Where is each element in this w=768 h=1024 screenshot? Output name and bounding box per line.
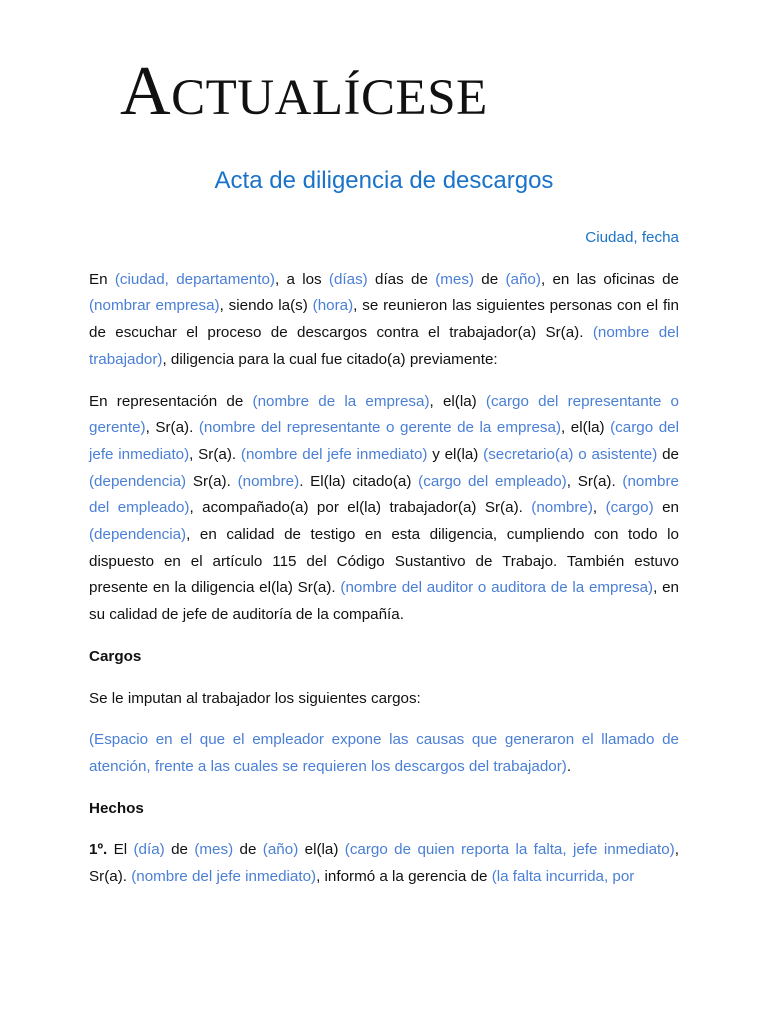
text-run: El — [107, 841, 134, 859]
text-run: , el(la) — [429, 392, 486, 410]
placeholder-field: (nombre del trabajador) — [89, 324, 680, 368]
placeholder-field: (hora) — [312, 297, 354, 315]
text-run: 1º. — [89, 841, 108, 859]
placeholder-field: (dependencia) — [89, 526, 187, 544]
paragraph-cargos-space — [89, 727, 679, 780]
text-run: . — [566, 757, 572, 775]
placeholder-field: (nombre) — [531, 499, 593, 517]
heading-hechos: Hechos — [89, 799, 144, 817]
placeholder-field: (cargo del jefe inmediato) — [89, 419, 679, 463]
text-run: , diligencia para la cual fue citado(a) previamente: — [162, 350, 498, 368]
logo-initial: A — [120, 53, 172, 130]
text-run: , Sr(a). — [89, 841, 679, 886]
text-run: , en su calidad de jefe de auditoría de la compañía. — [89, 579, 679, 624]
text-run: , acompañado(a) por el(la) trabajador(a) Sr(a). — [189, 499, 532, 517]
placeholder-field: (año) — [505, 270, 541, 288]
text-run: , en las oficinas de — [540, 270, 679, 288]
document-title: Acta de diligencia de descargos — [214, 167, 554, 194]
text-run: , Sr(a). — [566, 472, 623, 490]
text-run: y el(la) — [427, 445, 484, 463]
placeholder-field: (secretario(a) o asistente) — [483, 445, 658, 463]
placeholder-field: (día) — [133, 841, 165, 859]
placeholder-field: (nombrar empresa) — [89, 297, 220, 315]
text-run: de — [233, 841, 263, 859]
paragraph-cargos-intro: Se le imputan al trabajador los siguientes cargos: — [89, 689, 421, 707]
text-run: el(la) — [298, 841, 345, 859]
paragraph-attendees — [89, 389, 679, 629]
placeholder-field: (nombre) — [237, 472, 300, 490]
placeholder-field: (nombre del representante o gerente de la empresa) — [198, 419, 562, 437]
placeholder-field: (cargo del empleado) — [418, 472, 567, 490]
placeholder-field: (nombre del jefe inmediato) — [131, 868, 317, 886]
placeholder-field: (nombre del auditor o auditora de la empresa) — [340, 579, 654, 597]
placeholder-field: (nombre del empleado) — [89, 472, 679, 517]
heading-cargos: Cargos — [89, 647, 142, 665]
text-run: En representación de — [89, 392, 253, 410]
text-run: en — [653, 499, 679, 517]
placeholder-field: (la falta incurrida, por — [491, 868, 635, 886]
text-run: de — [474, 270, 506, 288]
text-run: , el(la) — [561, 419, 611, 437]
city-date: Ciudad, fecha — [585, 229, 679, 246]
placeholder-field: (ciudad, departamento) — [114, 270, 275, 288]
placeholder-field: (dependencia) — [89, 472, 187, 490]
placeholder-field: (días) — [328, 270, 368, 288]
placeholder-field: (nombre del jefe inmediato) — [240, 445, 428, 463]
placeholder-field: (Espacio en el que el empleador expone las causas que generaron el llamado de atención, frente a las cuales se requieren los descargos del trabajador) — [89, 731, 679, 775]
text-run: , Sr(a). — [145, 419, 199, 437]
text-run: , se reunieron las siguientes personas con el fin de escuchar el proceso de descargos contra el trabajador(a) Sr(a). — [89, 297, 679, 342]
text-run: , siendo la(s) — [219, 297, 313, 315]
text-run: , informó a la gerencia de — [316, 868, 492, 886]
text-run: de — [164, 841, 195, 859]
paragraph-fact-1 — [89, 837, 679, 890]
placeholder-field: (cargo) — [605, 499, 654, 517]
placeholder-field: (mes) — [194, 841, 234, 859]
placeholder-field: (cargo de quien reporta la falta, jefe inmediato) — [344, 841, 675, 859]
text-run: , a los — [274, 270, 329, 288]
text-run: , — [592, 499, 606, 517]
text-run: días de — [367, 270, 436, 288]
placeholder-field: (nombre de la empresa) — [252, 392, 430, 410]
text-run: . El(la) citado(a) — [299, 472, 419, 490]
paragraph-intro — [89, 267, 679, 374]
text-run: Sr(a). — [186, 472, 238, 490]
text-run: , Sr(a). — [189, 445, 241, 463]
placeholder-field: (cargo del representante o gerente) — [89, 392, 679, 437]
text-run: de — [657, 445, 679, 463]
text-run: , en calidad de testigo en esta diligencia, cumpliendo con todo lo dispuesto en el artículo 115 del Código Sustantivo de Trabajo. También estuvo presente en la diligencia el(la) Sr(a). — [89, 526, 679, 597]
placeholder-field: (año) — [262, 841, 299, 859]
document-body — [89, 225, 679, 891]
brand-logo — [120, 52, 488, 138]
logo-rest: CTUALÍCESE — [171, 70, 488, 126]
placeholder-field: (mes) — [435, 270, 474, 288]
text-run: En — [89, 270, 115, 288]
